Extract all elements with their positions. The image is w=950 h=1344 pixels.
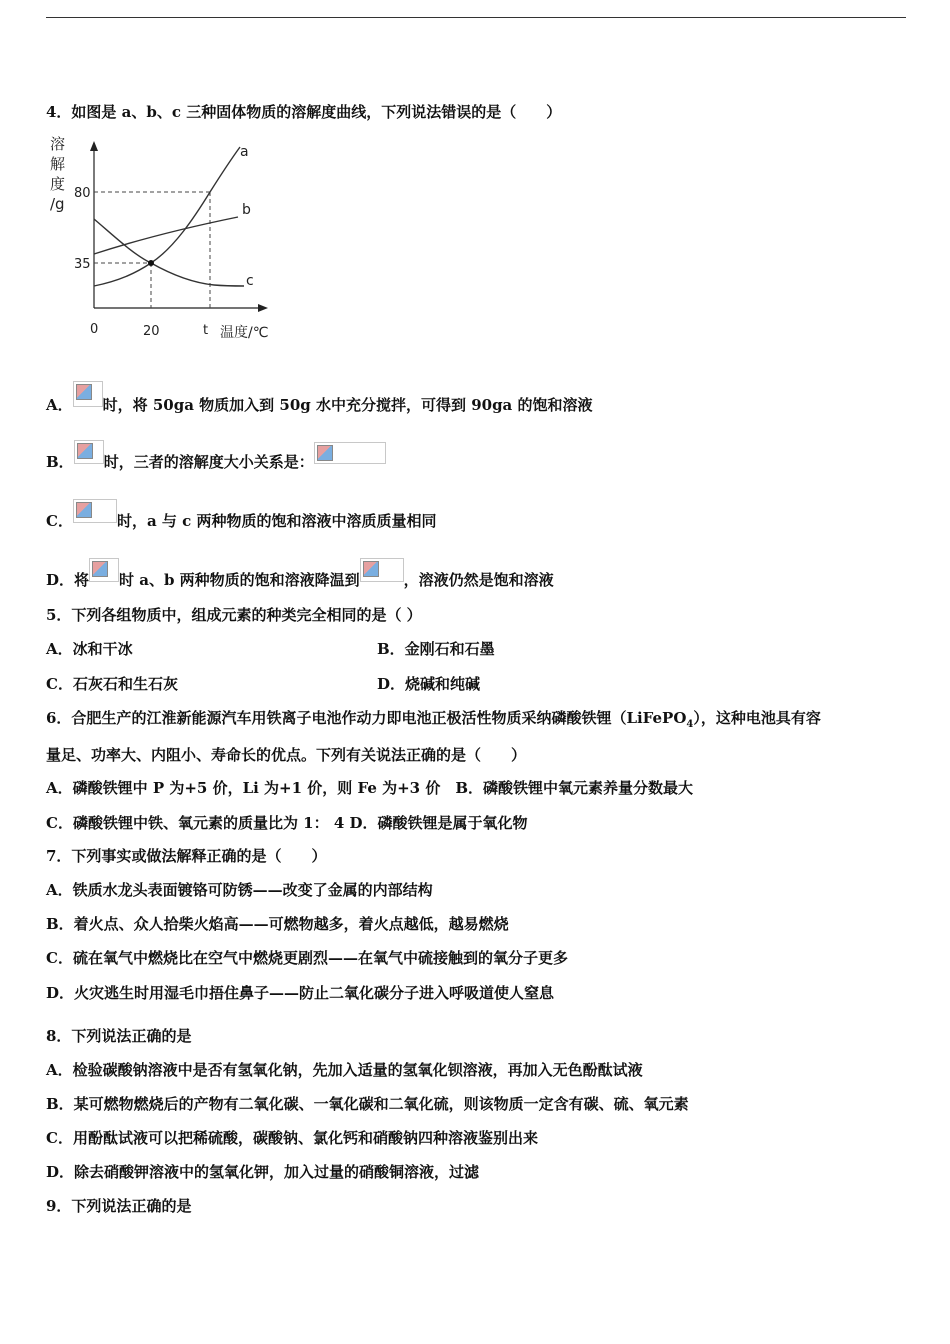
q8-option-c: C．用酚酞试液可以把稀硫酸，碳酸钠、氯化钙和硝酸钠四种溶液鉴别出来 xyxy=(46,1129,538,1147)
image-placeholder-icon xyxy=(89,558,119,582)
q6-stem-line1 xyxy=(46,708,821,735)
image-placeholder-icon xyxy=(74,440,104,464)
y-axis-label-4: /g xyxy=(50,195,65,213)
q6-options-cd: C．磷酸铁锂中铁、氧元素的质量比为 1： 4 D．磷酸铁锂是属于氧化物 xyxy=(46,814,528,832)
q7-option-c: C．硫在氧气中燃烧比在空气中燃烧更剧烈——在氧气中硫接触到的氧分子更多 xyxy=(46,949,568,967)
q4-option-c-text: 时，a 与 c 两种物质的饱和溶液中溶质质量相同 xyxy=(116,512,437,530)
q6-stem-text: 6．合肥生产的江淮新能源汽车用铁离子电池作动力即电池正极活性物质采纳磷酸铁锂（LiFePO xyxy=(46,709,687,727)
y-axis-label-3: 度 xyxy=(50,175,66,193)
label-b: b xyxy=(242,202,251,218)
q5-option-d: D．烧碱和纯碱 xyxy=(377,675,481,693)
q4-option-c-prefix: C． xyxy=(46,512,73,530)
q6-subscript: 4 xyxy=(686,719,694,730)
x-tick-0: 0 xyxy=(90,322,99,337)
q8-option-d: D．除去硝酸钾溶液中的氢氧化钾，加入过量的硝酸铜溶液，过滤 xyxy=(46,1163,480,1181)
q4-option-d-mid: 时 a、b 两种物质的饱和溶液降温到 xyxy=(119,571,360,589)
curve-c xyxy=(94,219,244,286)
q4-option-b-text: 时，三者的溶解度大小关系是： xyxy=(103,453,314,471)
x-tick-t: t xyxy=(203,323,209,338)
q4-option-c xyxy=(46,499,436,531)
q4-option-a-prefix: A． xyxy=(46,396,73,414)
q4-option-b-prefix: B． xyxy=(46,453,74,471)
y-tick-80: 80 xyxy=(74,186,91,201)
image-placeholder-icon xyxy=(360,558,404,582)
intersection-point xyxy=(148,260,154,266)
q4-option-d xyxy=(46,558,554,590)
image-placeholder-icon xyxy=(73,381,103,407)
q6-stem-line2: 量足、功率大、内阻小、寿命长的优点。下列有关说法正确的是（ ） xyxy=(46,746,527,764)
q4-option-b xyxy=(46,440,386,472)
q8-stem: 8．下列说法正确的是 xyxy=(46,1027,192,1045)
q7-option-a: A．铁质水龙头表面镀铬可防锈——改变了金属的内部结构 xyxy=(46,881,433,899)
y-axis-label-2: 解 xyxy=(50,155,66,173)
y-tick-35: 35 xyxy=(74,257,91,272)
image-placeholder-icon xyxy=(314,442,386,464)
curve-a xyxy=(94,147,240,286)
q4-stem: 4．如图是 a、b、c 三种固体物质的溶解度曲线，下列说法错误的是（ ） xyxy=(46,103,562,121)
q9-stem: 9．下列说法正确的是 xyxy=(46,1197,192,1215)
q8-option-a: A．检验碳酸钠溶液中是否有氢氧化钠，先加入适量的氢氧化钡溶液，再加入无色酚酞试液 xyxy=(46,1061,643,1079)
label-a: a xyxy=(240,144,249,160)
x-axis-label: 温度/℃ xyxy=(220,325,269,341)
q7-stem: 7．下列事实或做法解释正确的是（ ） xyxy=(46,847,327,865)
q5-stem: 5．下列各组物质中，组成元素的种类完全相同的是（ ） xyxy=(46,606,422,624)
q5-option-a: A．冰和干冰 xyxy=(46,640,133,658)
q7-option-b: B．着火点、众人拾柴火焰高——可燃物越多，着火点越低，越易燃烧 xyxy=(46,915,509,933)
label-c: c xyxy=(246,273,254,289)
q4-option-d-text: ，溶液仍然是饱和溶液 xyxy=(403,571,554,589)
header-rule xyxy=(46,17,906,18)
q4-option-d-prefix: D．将 xyxy=(46,571,90,589)
q6-options-ab: A．磷酸铁锂中 P 为+5 价，Li 为+1 价，则 Fe 为+3 价 B．磷酸铁锂中氧元素养量分数最大 xyxy=(46,779,694,797)
q5-option-c: C．石灰石和生石灰 xyxy=(46,675,178,693)
curve-b xyxy=(94,217,238,254)
x-tick-20: 20 xyxy=(143,324,160,339)
q7-option-d: D．火灾逃生时用湿毛巾捂住鼻子——防止二氧化碳分子进入呼吸道使人窒息 xyxy=(46,984,555,1002)
q4-option-a xyxy=(46,381,593,415)
solubility-chart xyxy=(44,133,284,343)
q5-option-b: B．金刚石和石墨 xyxy=(377,640,495,658)
x-axis-arrow xyxy=(258,304,268,312)
q8-option-b: B．某可燃物燃烧后的产物有二氧化碳、一氧化碳和二氧化硫，则该物质一定含有碳、硫、氧元素 xyxy=(46,1095,689,1113)
y-axis-label-1: 溶 xyxy=(50,135,66,153)
y-axis-arrow xyxy=(90,141,98,151)
q6-stem-end: ），这种电池具有容 xyxy=(693,709,821,727)
image-placeholder-icon xyxy=(73,499,117,523)
q4-option-a-text: 时，将 50ga 物质加入到 50g 水中充分搅拌，可得到 90ga 的饱和溶液 xyxy=(102,396,593,414)
